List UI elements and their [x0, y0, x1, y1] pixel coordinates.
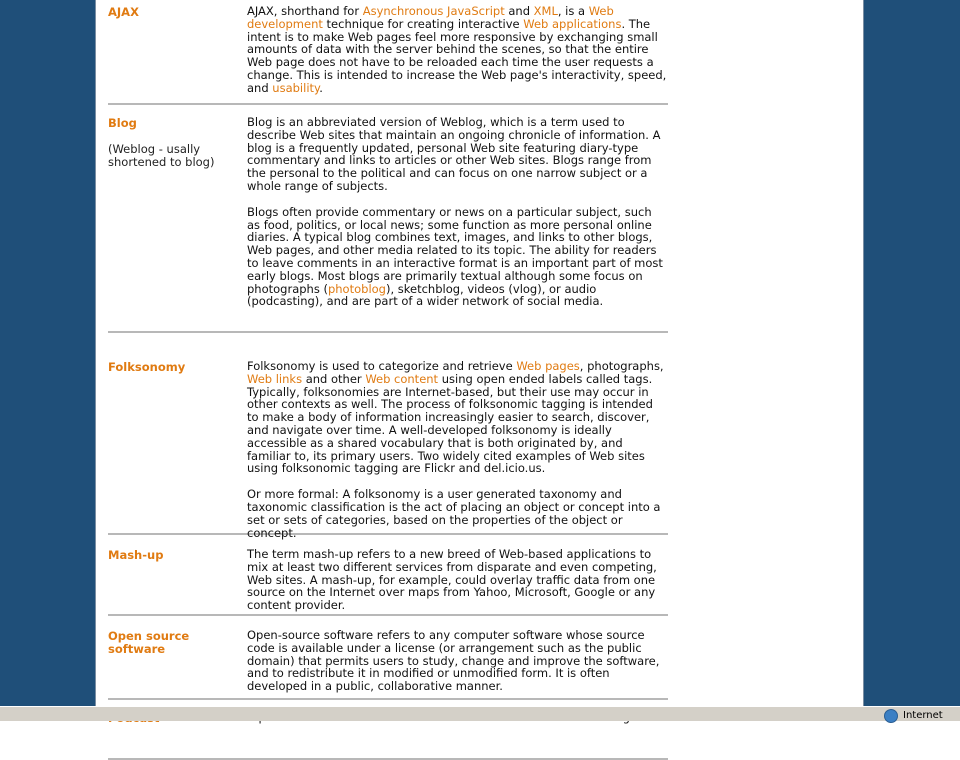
definition-text: Blog is an abbreviated version of Weblog, which is a term used to describe Web sites that maintain an ongoing chronicle of information. A blog is a frequently updated, personal Web site featuring diary-type commentary and links to articles or other Web sites. Blogs range from the personal to the political and can focus on one narrow subject or a whole range of subjects. — [247, 115, 661, 193]
definition-paragraph — [247, 488, 668, 539]
glossary-link[interactable]: XML — [533, 4, 558, 18]
definition-text: The term mash-up refers to a new breed of Web-based applications to mix at least two different services from disparate and even competing, Web sites. A mash-up, for example, could overlay traffic data from one source on the Internet over maps from Yahoo, Microsoft, Google or any content provider. — [247, 547, 657, 613]
right-margin-edge — [863, 0, 864, 706]
definition-text: , photographs, — [579, 359, 664, 373]
page-content — [96, 0, 863, 706]
browser-status-bar — [0, 706, 960, 721]
definition-text: Folksonomy is used to categorize and retrieve — [247, 359, 517, 373]
term-title: Mash-up — [108, 548, 164, 562]
definition-text: . The intent is to make Web pages feel more responsive by exchanging small amounts of data with the server behind the scenes, so that the entire Web page does not have to be reloaded each time the user requests a change. This is intended to increase the Web page's interactivity, speed, and — [247, 16, 667, 95]
definition-text: Open-source software refers to any computer software whose source code is available under a license (or arrangement such as the public domain) that permits users to study, change and improve the software, and to redistribute it in modified or unmodified form. It is often developed in a public, collaborative manner. — [247, 628, 660, 694]
glossary-link[interactable]: Web pages — [516, 359, 580, 373]
definition-text: Blogs often provide commentary or news on a particular subject, such as food, politics, or local news; some function as more personal online diaries. A typical blog combines text, images, and links to other blogs, Web pages, and other media related to its topic. The ability for readers to leave comments in an interactive format is an important part of most early blogs. Most blogs are primarily textual although some focus on photographs ( — [247, 204, 663, 296]
status-zone-text: Internet — [903, 710, 943, 721]
term-note: (Weblog - usally shortened to blog) — [108, 141, 215, 169]
glossary-row — [108, 5, 668, 105]
definition-text: and other — [302, 371, 366, 386]
definition-text: using open ended labels called tags. Typically, folksonomies are Internet-based, but their use may occur in other contexts as well. The process of folksonomic tagging is intended to make a body of information increasingly easier to search, discover, and navigate over time. A well-developed folksonomy is ideally accessible as a shared vocabulary that is both originated by, and familiar to, its primary users. Two widely cited examples of Web sites using folksonomic tagging are Flickr and del.icio.us. — [247, 371, 653, 476]
internet-globe-icon — [884, 709, 898, 723]
definition-cell — [247, 359, 668, 540]
glossary-row — [108, 333, 668, 540]
glossary-row — [108, 616, 668, 700]
left-blue-margin — [0, 0, 95, 706]
definition-text: AJAX, shorthand for — [247, 4, 363, 18]
glossary-link[interactable]: photoblog — [327, 281, 386, 296]
glossary-row — [108, 105, 668, 333]
right-blue-margin — [864, 0, 960, 706]
glossary-link[interactable]: Web development — [247, 4, 614, 31]
definition-cell — [247, 116, 668, 331]
glossary-link[interactable]: Web applications — [523, 16, 622, 31]
term-cell — [108, 116, 247, 331]
definition-paragraph — [247, 5, 668, 95]
definition-paragraph — [247, 116, 668, 193]
term-cell — [108, 548, 247, 614]
definition-paragraph — [247, 629, 668, 693]
definition-text: and — [504, 4, 534, 18]
term-cell — [108, 360, 247, 533]
definition-text: ), sketchblog, videos (vlog), or audio (podcasting), and are part of a wider network of social media. — [247, 281, 604, 309]
glossary-link[interactable]: Asynchronous JavaScript — [362, 4, 505, 18]
term-cell — [108, 629, 247, 698]
glossary-row — [108, 535, 668, 616]
glossary-link[interactable]: Web content — [365, 371, 439, 386]
definition-text: technique for creating interactive — [322, 16, 524, 31]
definition-text: . — [319, 80, 323, 95]
definition-text: Or more formal: A folksonomy is a user generated taxonomy and taxonomic classification is the act of placing an object or concept into a set or sets of categories, based on the properties of the object or concept. — [247, 487, 661, 540]
term-title: Folksonomy — [108, 360, 186, 374]
term-cell — [108, 5, 247, 103]
term-title: Open source software — [108, 629, 190, 656]
term-title: Blog — [108, 116, 137, 130]
definition-cell — [247, 629, 668, 698]
definition-paragraph — [247, 206, 668, 308]
definition-paragraph — [247, 548, 668, 612]
definition-text: , is a — [557, 4, 589, 18]
definition-cell — [247, 548, 668, 614]
glossary-link[interactable]: Web links — [247, 371, 303, 386]
definition-cell — [247, 5, 668, 103]
glossary-table — [108, 5, 668, 760]
glossary-link[interactable]: usability — [272, 80, 320, 95]
definition-paragraph — [247, 360, 668, 475]
term-title: AJAX — [108, 5, 139, 19]
